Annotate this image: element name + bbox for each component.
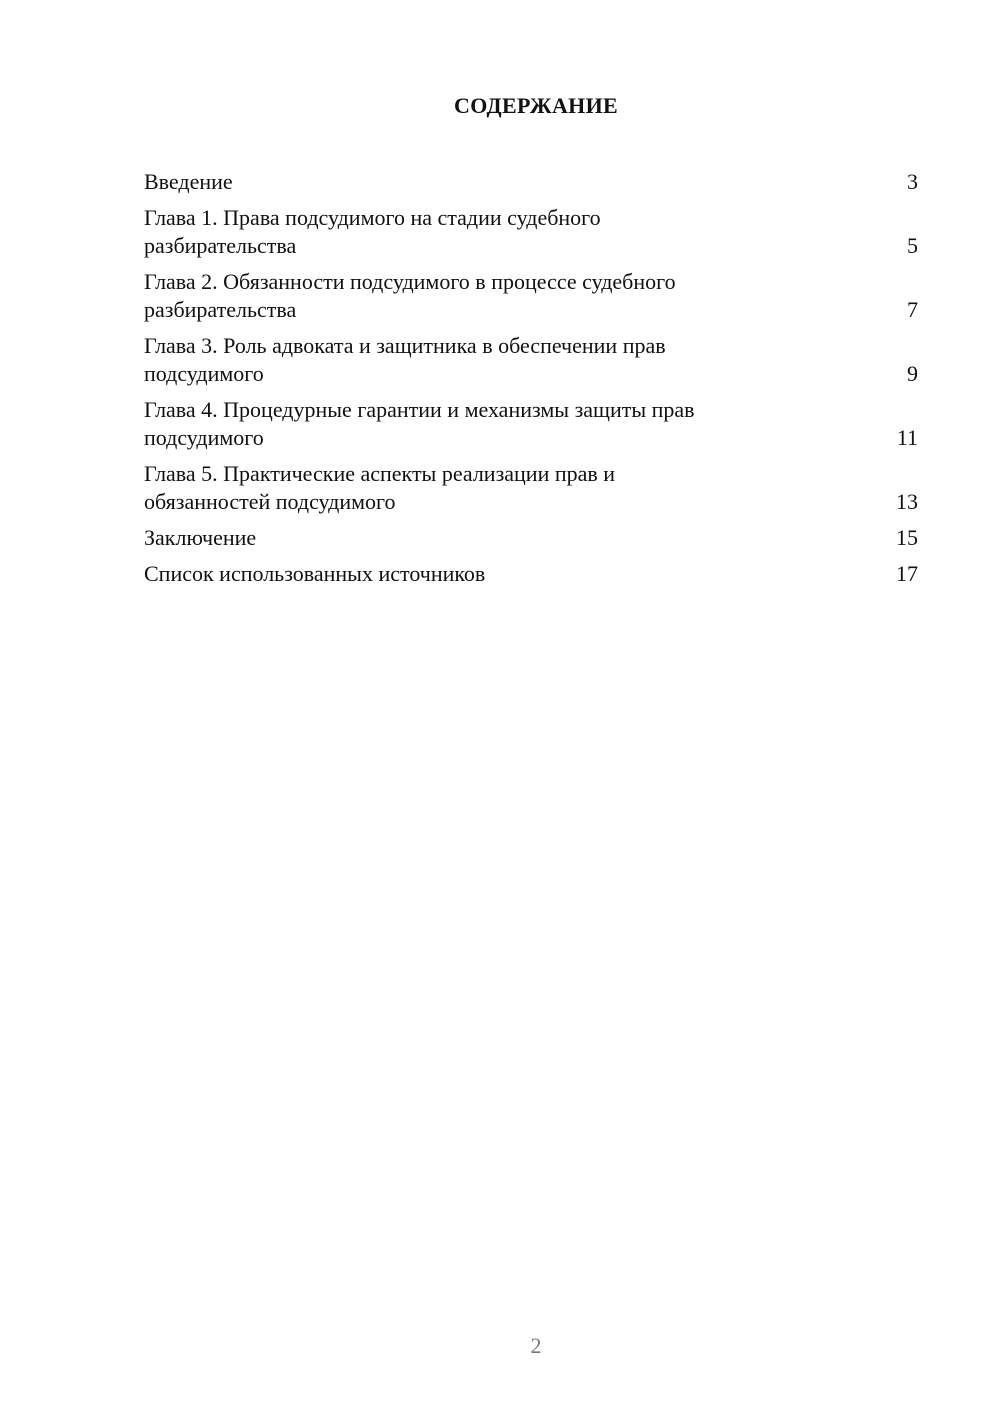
toc-entry-page: 9: [907, 361, 918, 386]
toc-entry-title: Заключение: [144, 525, 257, 550]
toc-entry: [144, 332, 918, 388]
table-of-contents: [144, 168, 918, 596]
toc-entry-title: Глава 4. Процедурные гарантии и механизмы защиты прав подсудимого: [144, 397, 695, 450]
toc-entry-title: Глава 5. Практические аспекты реализации прав и обязанностей подсудимого: [144, 461, 616, 514]
toc-entry: [144, 268, 918, 324]
toc-entry-page: 3: [907, 169, 918, 194]
toc-entry: [144, 168, 918, 196]
toc-entry-title: Глава 2. Обязанности подсудимого в процессе судебного разбирательства: [144, 269, 676, 322]
toc-entry-page: 11: [896, 425, 918, 450]
toc-entry: [144, 396, 918, 452]
toc-entry-title: Список использованных источников: [144, 561, 486, 586]
toc-entry-page: 7: [907, 297, 918, 322]
toc-entry-title: Глава 3. Роль адвоката и защитника в обеспечении прав подсудимого: [144, 333, 666, 386]
toc-entry-page: 5: [907, 233, 918, 258]
toc-entry-title: Глава 1. Права подсудимого на стадии судебного разбирательства: [144, 205, 601, 258]
toc-entry: [144, 204, 918, 260]
toc-entry-title: Введение: [144, 169, 233, 194]
toc-entry-page: 17: [896, 561, 918, 586]
toc-entry: [144, 560, 918, 588]
toc-entry-page: 15: [896, 525, 918, 550]
page-title: СОДЕРЖАНИЕ: [454, 93, 618, 118]
toc-entry: [144, 524, 918, 552]
toc-entry: [144, 460, 918, 516]
toc-entry-page: 13: [896, 489, 918, 514]
page-number: 2: [530, 1333, 542, 1358]
